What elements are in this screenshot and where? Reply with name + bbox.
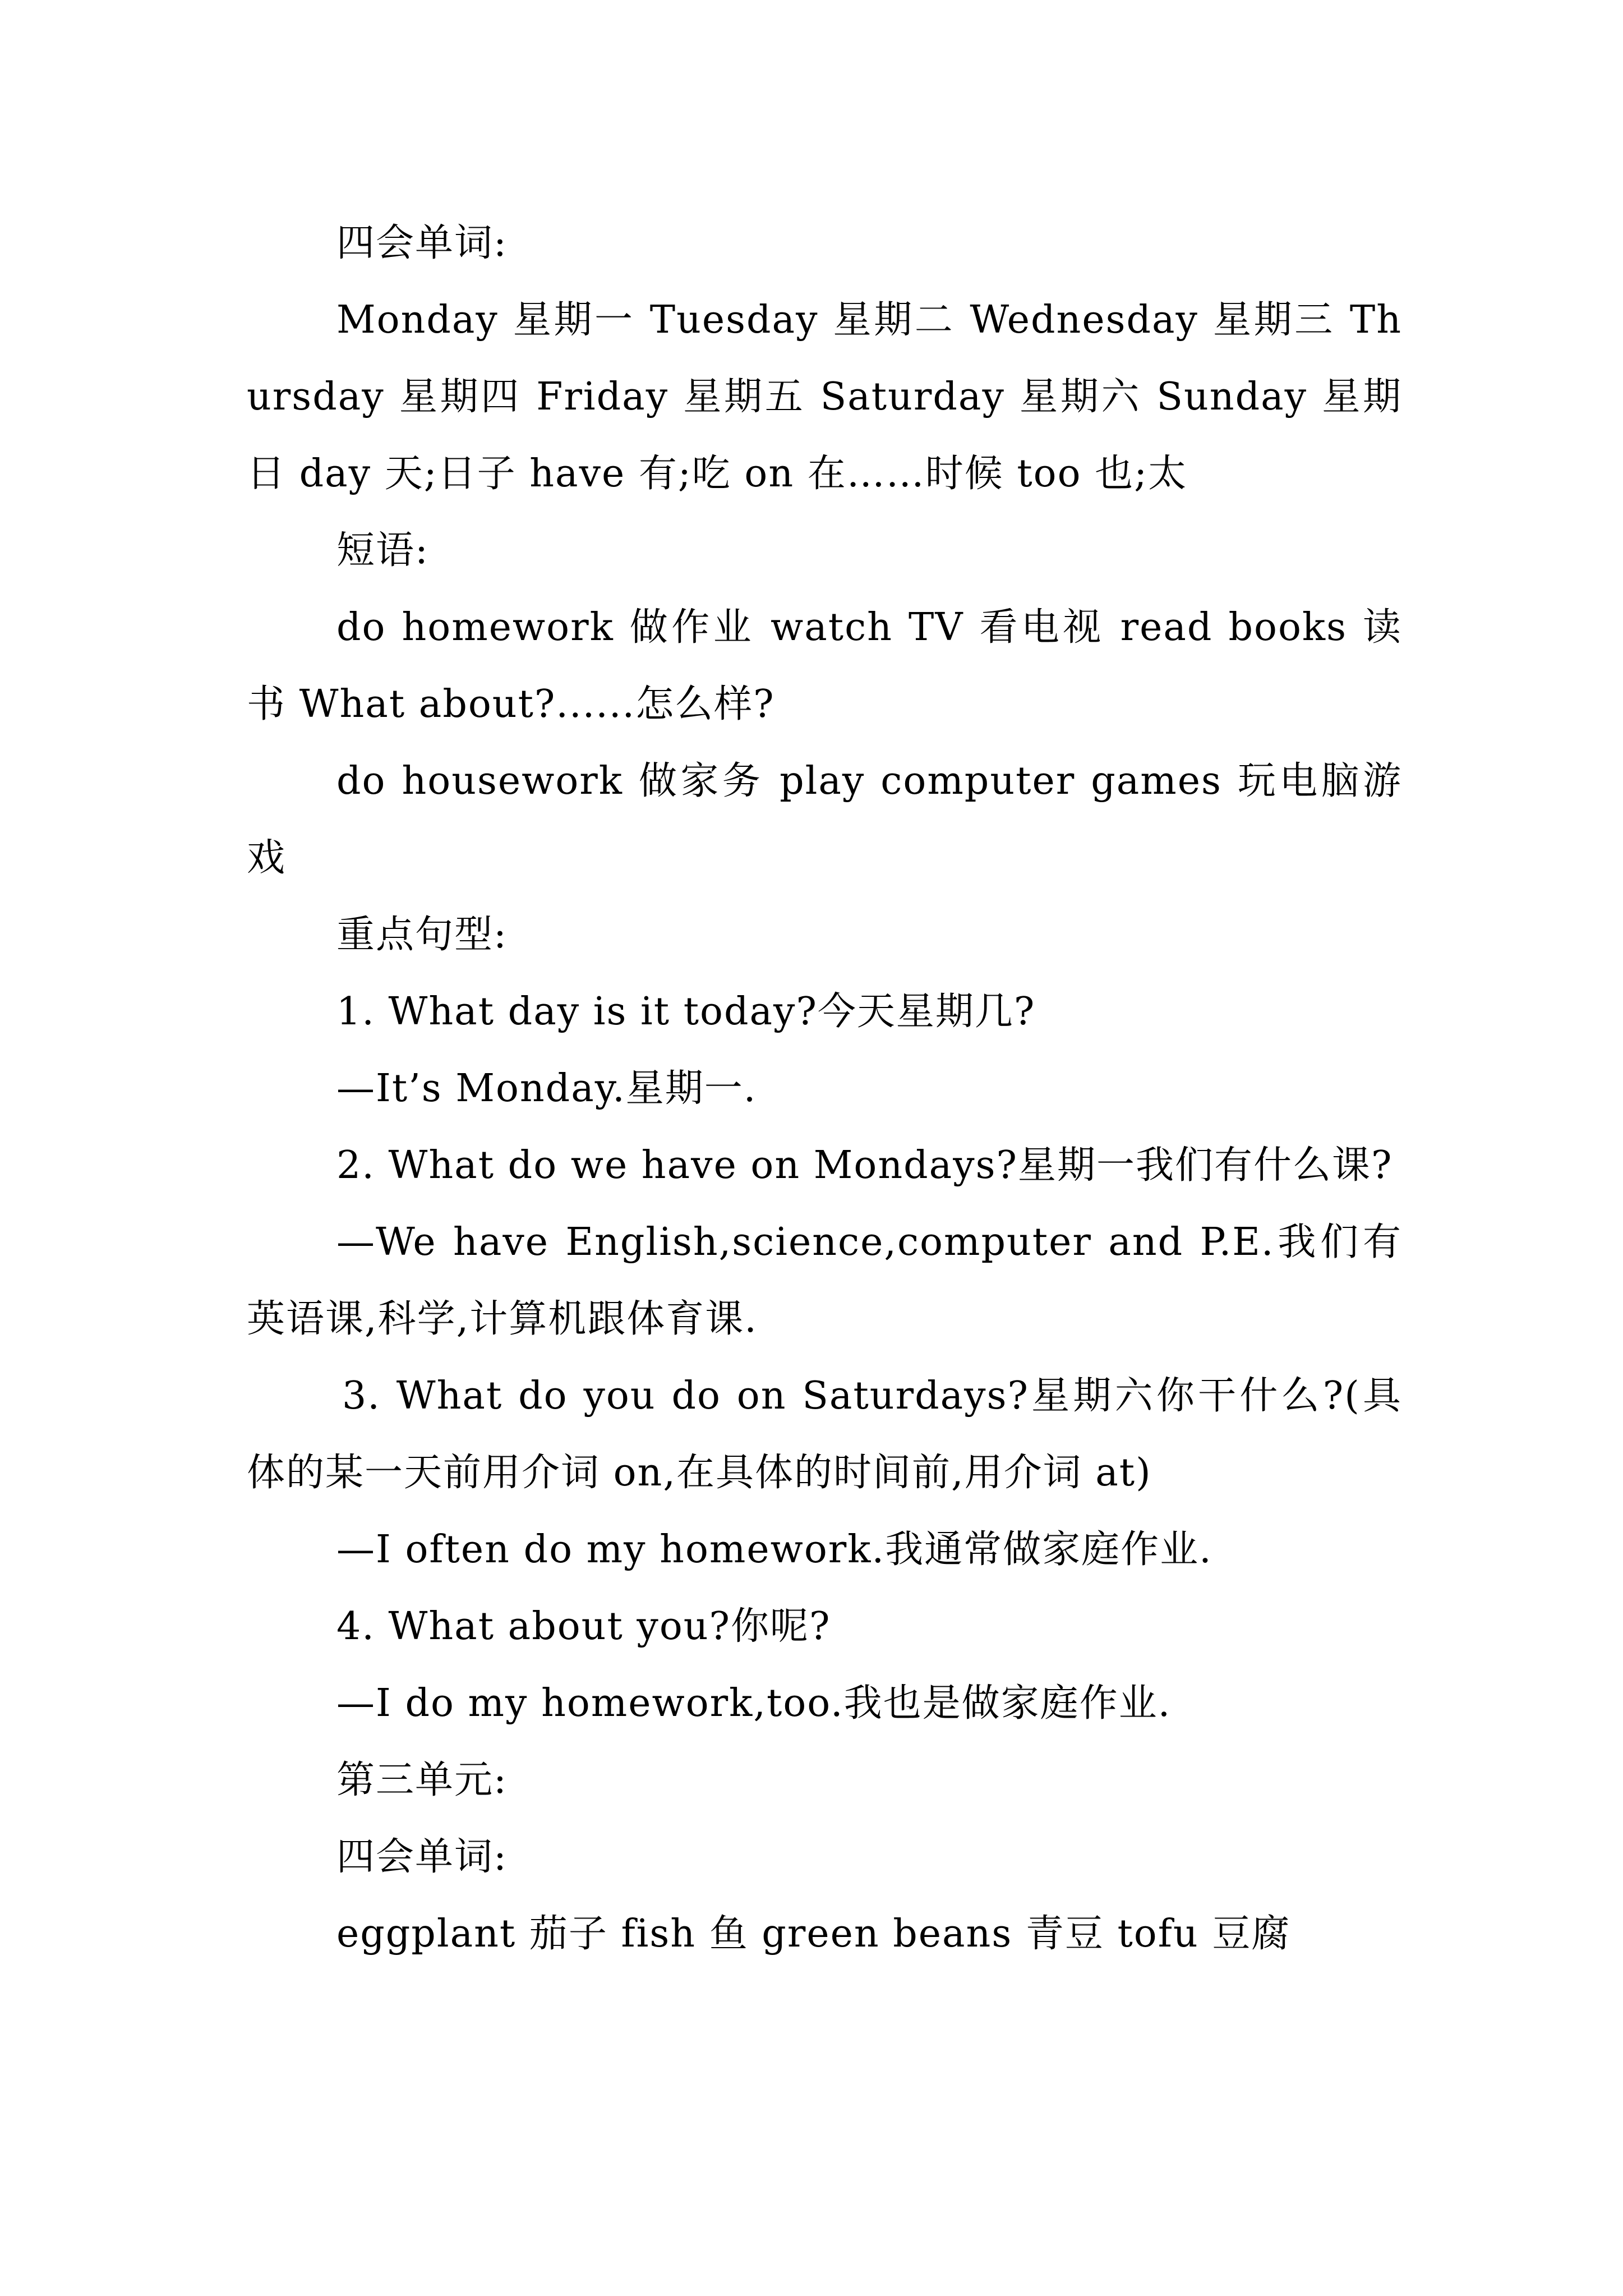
sentence-3-answer: —I often do my homework.我通常做家庭作业. (336, 1527, 1212, 1572)
phrases-line-1: do homework 做作业 watch TV 看电视 read books 读书 What about?......怎么样? (247, 605, 1402, 726)
phrases-line-2: do housework 做家务 play computer games 玩电脑游戏 (247, 759, 1402, 880)
vocabulary-food: eggplant 茄子 fish 鱼 green beans 青豆 tofu 豆腐 (336, 1912, 1291, 1956)
section-heading-sentences: 重点句型: (336, 913, 508, 957)
section-heading-words: 四会单词: (336, 221, 508, 265)
section-heading-words-unit-3: 四会单词: (336, 1835, 508, 1879)
sentence-4-answer: —I do my homework,too.我也是做家庭作业. (336, 1681, 1172, 1726)
section-heading-phrases: 短语: (336, 528, 429, 573)
document-body (247, 205, 1402, 1972)
sentence-3-question: 3. What do you do on Saturdays?星期六你干什么?(具体的某一天前用介词 on,在具体的时间前,用介词 at) (247, 1374, 1402, 1495)
sentence-2-question: 2. What do we have on Mondays?星期一我们有什么课? (336, 1143, 1393, 1188)
sentence-1-question: 1. What day is it today?今天星期几? (336, 990, 1036, 1034)
sentence-1-answer: —It’s Monday.星期一. (336, 1066, 757, 1111)
sentence-4-question: 4. What about you?你呢? (336, 1604, 831, 1649)
unit-3-heading: 第三单元: (336, 1758, 508, 1802)
vocabulary-days: Monday 星期一 Tuesday 星期二 Wednesday 星期三 Thursday 星期四 Friday 星期五 Saturday 星期六 Sunday 星期日 day 天;日子 have 有;吃 on 在……时候 too 也;太 (247, 298, 1402, 496)
sentence-2-answer: —We have English,science,computer and P.E.我们有英语课,科学,计算机跟体育课. (247, 1220, 1402, 1341)
